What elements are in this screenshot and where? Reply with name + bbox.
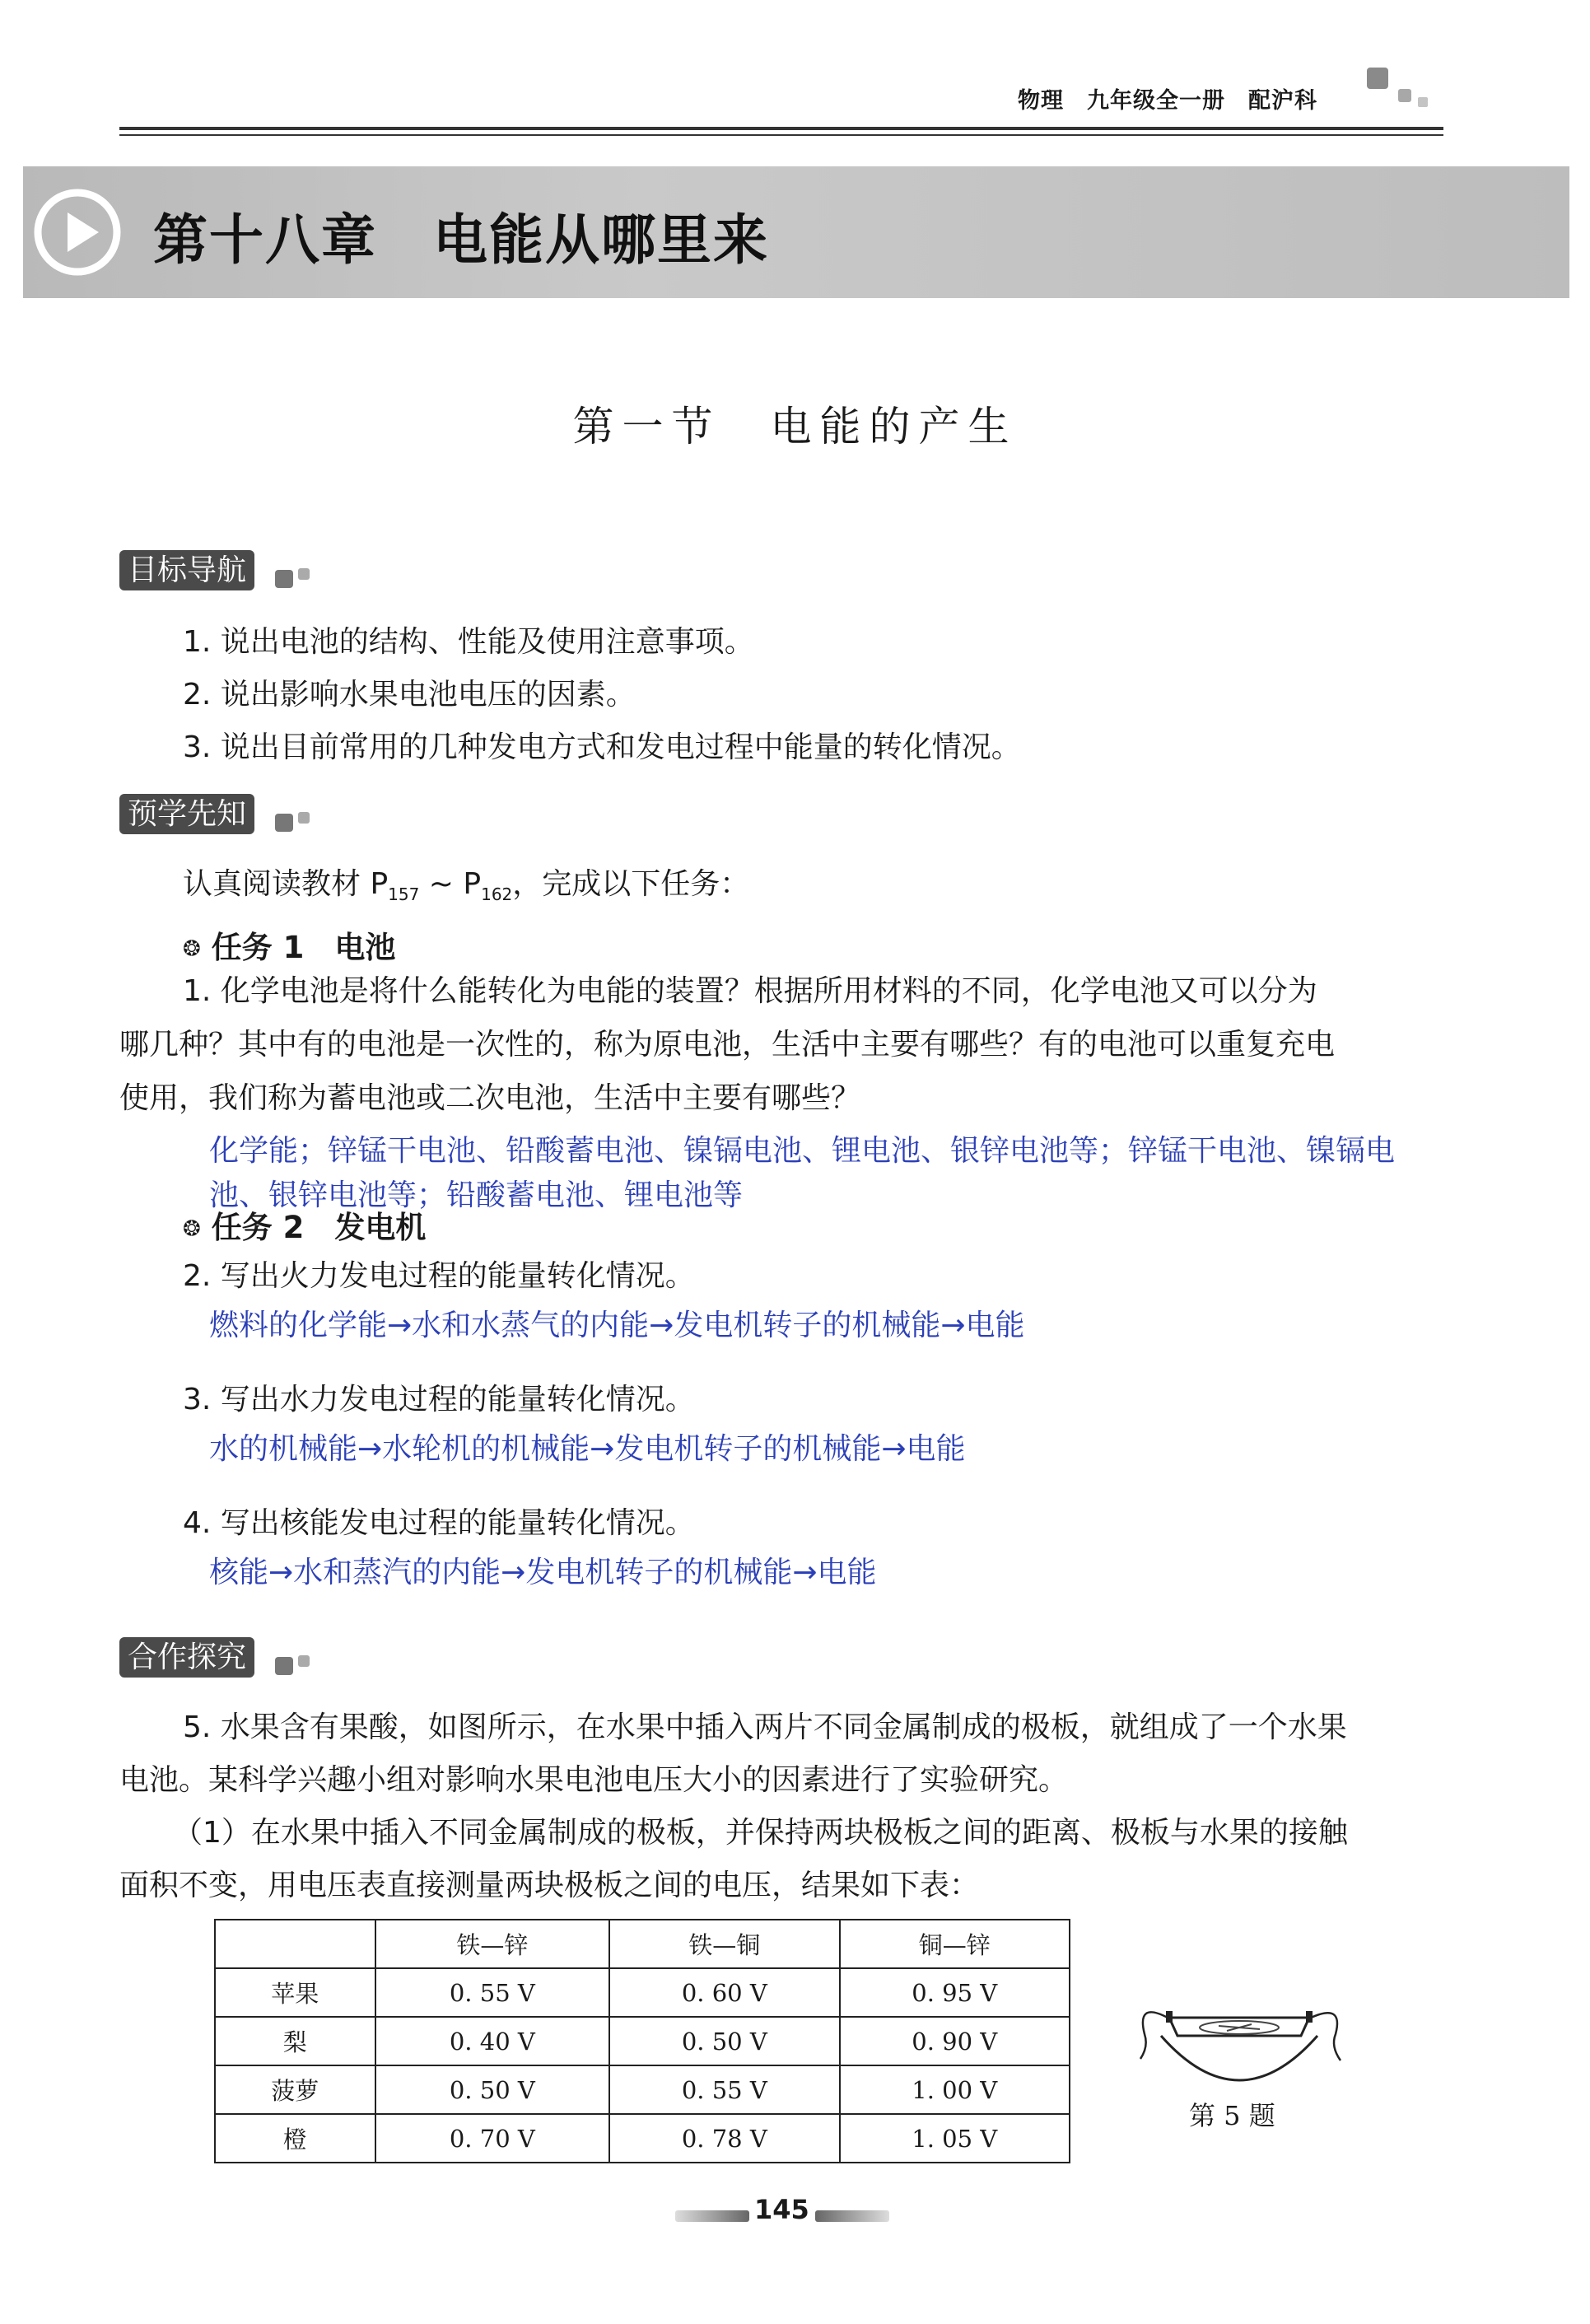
answer-line: 水的机械能→水轮机的机械能→发电机转子的机械能→电能 [209,1432,966,1466]
table-cell: 0. 78 V [609,2114,839,2163]
page-number-decoration [675,2210,749,2222]
question-line: 电池。某科学兴趣小组对影响水果电池电压大小的因素进行了实验研究。 [119,1763,1069,1797]
goal-item: 2. 说出影响水果电池电压的因素。 [183,678,636,712]
table-row [215,2065,1070,2114]
goals-tag: 目标导航 [119,550,254,590]
running-header: 物理 九年级全一册 配沪科 [1018,88,1317,114]
header-decoration [1367,68,1388,89]
goal-item: 1. 说出电池的结构、性能及使用注意事项。 [183,625,754,659]
table-header-cell: 铁—铜 [609,1920,839,1968]
explore-tag: 合作探究 [119,1637,254,1678]
table-header-row [215,1920,1070,1968]
header-rule [119,127,1443,130]
goals-tag-wrap [119,550,254,591]
page-number-decoration [815,2210,889,2222]
answer-line: 核能→水和蒸汽的内能→发电机转子的机械能→电能 [209,1556,877,1589]
task-1-heading: ❂ 任务 1 电池 [183,930,396,965]
table-row [215,1968,1070,2017]
question-line: 哪几种？其中有的电池是一次性的，称为原电池，生活中主要有哪些？有的电池可以重复充电 [119,1028,1336,1062]
table-cell: 橙 [215,2114,375,2163]
question-line: （1）在水果中插入不同金属制成的极板，并保持两块极板之间的距离、极板与水果的接触 [173,1816,1348,1850]
tag-decoration [298,1655,310,1667]
chapter-title: 第十八章 电能从哪里来 [153,208,769,272]
preview-tag: 预学先知 [119,794,254,834]
tag-decoration [275,570,293,588]
table-row [215,2017,1070,2065]
question-line: 4. 写出核能发电过程的能量转化情况。 [183,1506,695,1540]
table-cell: 0. 55 V [609,2065,839,2114]
table-row [215,2114,1070,2163]
question-line: 面积不变，用电压表直接测量两块极板之间的电压，结果如下表： [119,1869,980,1902]
table-cell: 1. 05 V [840,2114,1070,2163]
tag-decoration [275,814,293,832]
table-cell: 1. 00 V [840,2065,1070,2114]
header-decoration [1418,97,1428,107]
goal-item: 3. 说出目前常用的几种发电方式和发电过程中能量的转化情况。 [183,730,1021,764]
table-cell: 0. 70 V [375,2114,609,2163]
play-circle-icon [33,188,122,277]
flower-icon: ❂ [183,1216,201,1242]
table-cell: 0. 40 V [375,2017,609,2065]
voltage-table [214,1919,1070,2163]
task-2-heading: ❂ 任务 2 发电机 [183,1210,427,1245]
header-rule [119,134,1443,136]
table-cell: 0. 55 V [375,1968,609,2017]
question-line: 5. 水果含有果酸，如图所示，在水果中插入两片不同金属制成的极板，就组成了一个水果 [183,1710,1347,1744]
table-cell: 苹果 [215,1968,375,2017]
flower-icon: ❂ [183,936,201,962]
table-cell: 0. 50 V [375,2065,609,2114]
tag-decoration [298,812,310,824]
table-header-cell: 铜—锌 [840,1920,1070,1968]
preview-tag-wrap [119,794,254,835]
table-cell: 梨 [215,2017,375,2065]
fruit-battery-figure [1128,1985,1350,2100]
figure-caption: 第 5 题 [1189,2100,1275,2131]
table-header-cell: 铁—锌 [375,1920,609,1968]
tag-decoration [298,568,310,580]
table-cell: 0. 50 V [609,2017,839,2065]
table-cell: 菠萝 [215,2065,375,2114]
question-line: 2. 写出火力发电过程的能量转化情况。 [183,1259,695,1293]
preview-intro: 认真阅读教材 $P_{157}$ ~ $P_{162}$，完成以下任务： [183,867,750,905]
answer-line: 燃料的化学能→水和水蒸气的内能→发电机转子的机械能→电能 [209,1309,1025,1342]
answer-line: 池、银锌电池等；铅酸蓄电池、锂电池等 [209,1178,744,1212]
table-cell: 0. 60 V [609,1968,839,2017]
section-title: 第一节 电能的产生 [572,403,1018,450]
table-cell: 0. 95 V [840,1968,1070,2017]
question-line: 3. 写出水力发电过程的能量转化情况。 [183,1383,695,1416]
question-line: 1. 化学电池是将什么能转化为电能的装置？根据所用材料的不同，化学电池又可以分为 [183,974,1317,1008]
table-header-cell [215,1920,375,1968]
page-number: 145 [754,2194,809,2225]
header-decoration [1398,89,1411,102]
table-cell: 0. 90 V [840,2017,1070,2065]
tag-decoration [275,1657,293,1675]
answer-line: 化学能；锌锰干电池、铅酸蓄电池、镍镉电池、锂电池、银锌电池等；锌锰干电池、镍镉电 [209,1134,1396,1168]
question-line: 使用，我们称为蓄电池或二次电池，生活中主要有哪些？ [119,1081,861,1115]
explore-tag-wrap [119,1637,254,1678]
